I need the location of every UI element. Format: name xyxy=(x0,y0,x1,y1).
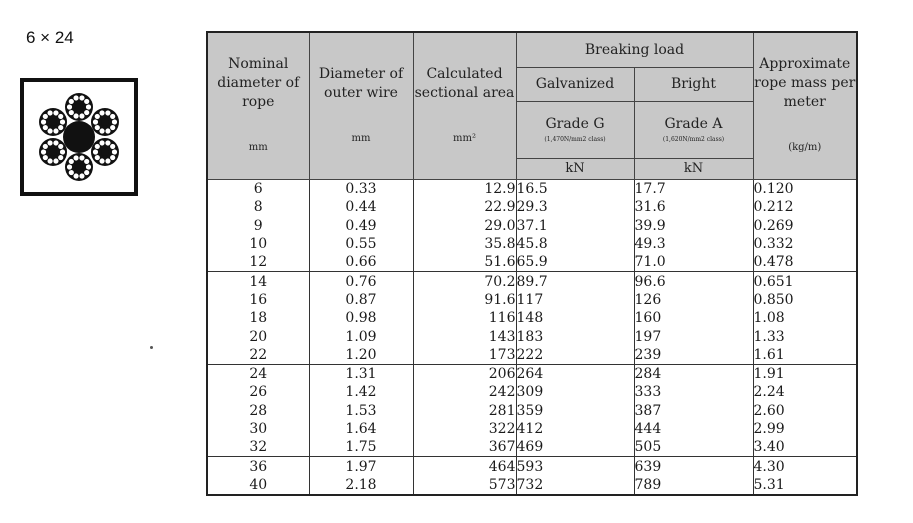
header-area-label: Calculated sectional area xyxy=(414,65,515,101)
grade-g-load-cell: 65.9 xyxy=(516,253,634,272)
sectional-area-cell: 143 xyxy=(413,327,516,345)
grade-g-load-cell: 16.5 xyxy=(516,180,634,199)
rope-mass-cell: 4.30 xyxy=(753,457,857,476)
nominal-diameter-cell: 6 xyxy=(207,180,309,199)
sectional-area-cell: 70.2 xyxy=(413,272,516,291)
grade-a-load-cell: 239 xyxy=(634,346,753,365)
header-outer-wire-unit: mm xyxy=(351,132,371,144)
sectional-area-cell: 12.9 xyxy=(413,180,516,199)
outer-wire-cell: 0.55 xyxy=(309,235,413,253)
grade-a-load-cell: 31.6 xyxy=(634,198,753,216)
table-row xyxy=(207,420,857,438)
rope-mass-cell: 2.60 xyxy=(753,402,857,420)
outer-wire-cell: 0.76 xyxy=(309,272,413,291)
header-rope-mass xyxy=(753,32,857,180)
nominal-diameter-cell: 26 xyxy=(207,383,309,401)
outer-wire-cell: 0.66 xyxy=(309,253,413,272)
header-nominal-diameter xyxy=(207,32,309,180)
nominal-diameter-cell: 20 xyxy=(207,327,309,345)
outer-wire-cell: 1.97 xyxy=(309,457,413,476)
grade-g-load-cell: 359 xyxy=(516,402,634,420)
grade-a-load-cell: 639 xyxy=(634,457,753,476)
sectional-area-cell: 242 xyxy=(413,383,516,401)
nominal-diameter-cell: 24 xyxy=(207,364,309,383)
outer-wire-cell: 2.18 xyxy=(309,476,413,495)
header-mass-label: Approximate rope mass per meter xyxy=(754,56,856,110)
nominal-diameter-cell: 28 xyxy=(207,402,309,420)
rope-mass-cell: 1.91 xyxy=(753,364,857,383)
nominal-diameter-cell: 36 xyxy=(207,457,309,476)
rope-mass-cell: 2.24 xyxy=(753,383,857,401)
sectional-area-cell: 35.8 xyxy=(413,235,516,253)
rope-mass-cell: 1.61 xyxy=(753,346,857,365)
grade-g-load-cell: 412 xyxy=(516,420,634,438)
outer-wire-cell: 1.09 xyxy=(309,327,413,345)
grade-g-class: (1,470N/mm2 class) xyxy=(544,136,606,144)
outer-wire-cell: 1.64 xyxy=(309,420,413,438)
grade-g-load-cell: 732 xyxy=(516,476,634,495)
table-row xyxy=(207,180,857,199)
grade-a-load-cell: 160 xyxy=(634,309,753,327)
outer-wire-cell: 1.75 xyxy=(309,438,413,457)
sectional-area-cell: 91.6 xyxy=(413,291,516,309)
table-row xyxy=(207,217,857,235)
grade-a-load-cell: 387 xyxy=(634,402,753,420)
header-kn-a: kN xyxy=(634,158,753,179)
outer-wire-cell: 1.31 xyxy=(309,364,413,383)
rope-mass-cell: 1.33 xyxy=(753,327,857,345)
nominal-diameter-cell: 30 xyxy=(207,420,309,438)
header-grade-g xyxy=(516,101,634,158)
rope-mass-cell: 2.99 xyxy=(753,420,857,438)
nominal-diameter-cell: 32 xyxy=(207,438,309,457)
grade-g-load-cell: 264 xyxy=(516,364,634,383)
grade-g-load-cell: 89.7 xyxy=(516,272,634,291)
header-grade-a xyxy=(634,101,753,158)
grade-g-label: Grade G xyxy=(545,116,605,133)
header-nominal-label: Nominal diameter of rope xyxy=(217,56,300,110)
sectional-area-cell: 51.6 xyxy=(413,253,516,272)
grade-a-load-cell: 333 xyxy=(634,383,753,401)
rope-mass-cell: 0.850 xyxy=(753,291,857,309)
header-bright: Bright xyxy=(634,68,753,101)
table-row xyxy=(207,438,857,457)
table-row xyxy=(207,364,857,383)
header-sectional-area xyxy=(413,32,516,180)
nominal-diameter-cell: 9 xyxy=(207,217,309,235)
header-nominal-unit: mm xyxy=(248,142,268,153)
sectional-area-cell: 22.9 xyxy=(413,198,516,216)
sectional-area-cell: 173 xyxy=(413,346,516,365)
grade-a-load-cell: 17.7 xyxy=(634,180,753,199)
grade-a-load-cell: 39.9 xyxy=(634,217,753,235)
table-row xyxy=(207,309,857,327)
sectional-area-cell: 206 xyxy=(413,364,516,383)
sectional-area-cell: 322 xyxy=(413,420,516,438)
sectional-area-cell: 573 xyxy=(413,476,516,495)
table-row xyxy=(207,327,857,345)
sectional-area-cell: 116 xyxy=(413,309,516,327)
outer-wire-cell: 1.53 xyxy=(309,402,413,420)
rope-mass-cell: 0.478 xyxy=(753,253,857,272)
outer-wire-cell: 1.42 xyxy=(309,383,413,401)
stray-dot xyxy=(150,346,153,349)
grade-a-load-cell: 96.6 xyxy=(634,272,753,291)
grade-a-load-cell: 444 xyxy=(634,420,753,438)
table-row xyxy=(207,272,857,291)
nominal-diameter-cell: 40 xyxy=(207,476,309,495)
grade-a-load-cell: 49.3 xyxy=(634,235,753,253)
spec-table-body xyxy=(207,180,857,496)
rope-spec-table xyxy=(206,31,858,496)
nominal-diameter-cell: 18 xyxy=(207,309,309,327)
header-outer-wire-label: Diameter of outer wire xyxy=(318,65,404,101)
rope-mass-cell: 5.31 xyxy=(753,476,857,495)
grade-g-load-cell: 309 xyxy=(516,383,634,401)
grade-g-load-cell: 469 xyxy=(516,438,634,457)
grade-a-class: (1,620N/mm2 class) xyxy=(662,136,725,144)
wire-rope-cross-section-icon xyxy=(20,78,138,196)
grade-g-load-cell: 593 xyxy=(516,457,634,476)
outer-wire-cell: 0.33 xyxy=(309,180,413,199)
rope-title: 6 × 24 xyxy=(26,28,74,47)
outer-wire-cell: 0.87 xyxy=(309,291,413,309)
rope-mass-cell: 0.120 xyxy=(753,180,857,199)
sectional-area-cell: 281 xyxy=(413,402,516,420)
outer-wire-cell: 1.20 xyxy=(309,346,413,365)
grade-a-load-cell: 505 xyxy=(634,438,753,457)
grade-a-load-cell: 197 xyxy=(634,327,753,345)
nominal-diameter-cell: 16 xyxy=(207,291,309,309)
grade-a-load-cell: 71.0 xyxy=(634,253,753,272)
header-area-unit: mm² xyxy=(453,132,476,144)
header-breaking-load: Breaking load xyxy=(516,32,753,68)
header-galvanized: Galvanized xyxy=(516,68,634,101)
grade-g-load-cell: 37.1 xyxy=(516,217,634,235)
table-row xyxy=(207,291,857,309)
grade-g-load-cell: 117 xyxy=(516,291,634,309)
rope-mass-cell: 0.212 xyxy=(753,198,857,216)
grade-a-load-cell: 789 xyxy=(634,476,753,495)
table-row xyxy=(207,253,857,272)
grade-a-load-cell: 126 xyxy=(634,291,753,309)
grade-g-load-cell: 183 xyxy=(516,327,634,345)
grade-g-load-cell: 222 xyxy=(516,346,634,365)
table-row xyxy=(207,198,857,216)
nominal-diameter-cell: 10 xyxy=(207,235,309,253)
rope-mass-cell: 0.651 xyxy=(753,272,857,291)
header-mass-unit: (kg/m) xyxy=(788,142,822,153)
table-row xyxy=(207,457,857,476)
table-row xyxy=(207,383,857,401)
nominal-diameter-cell: 8 xyxy=(207,198,309,216)
sectional-area-cell: 29.0 xyxy=(413,217,516,235)
nominal-diameter-cell: 22 xyxy=(207,346,309,365)
grade-a-load-cell: 284 xyxy=(634,364,753,383)
sectional-area-cell: 464 xyxy=(413,457,516,476)
nominal-diameter-cell: 14 xyxy=(207,272,309,291)
grade-g-load-cell: 29.3 xyxy=(516,198,634,216)
grade-a-label: Grade A xyxy=(664,116,723,133)
outer-wire-cell: 0.44 xyxy=(309,198,413,216)
table-row xyxy=(207,476,857,495)
nominal-diameter-cell: 12 xyxy=(207,253,309,272)
header-outer-wire xyxy=(309,32,413,180)
table-row xyxy=(207,346,857,365)
outer-wire-cell: 0.98 xyxy=(309,309,413,327)
table-row xyxy=(207,402,857,420)
rope-mass-cell: 0.332 xyxy=(753,235,857,253)
rope-mass-cell: 0.269 xyxy=(753,217,857,235)
table-row xyxy=(207,235,857,253)
outer-wire-cell: 0.49 xyxy=(309,217,413,235)
grade-g-load-cell: 148 xyxy=(516,309,634,327)
sectional-area-cell: 367 xyxy=(413,438,516,457)
grade-g-load-cell: 45.8 xyxy=(516,235,634,253)
rope-mass-cell: 1.08 xyxy=(753,309,857,327)
header-kn-g: kN xyxy=(516,158,634,179)
rope-mass-cell: 3.40 xyxy=(753,438,857,457)
